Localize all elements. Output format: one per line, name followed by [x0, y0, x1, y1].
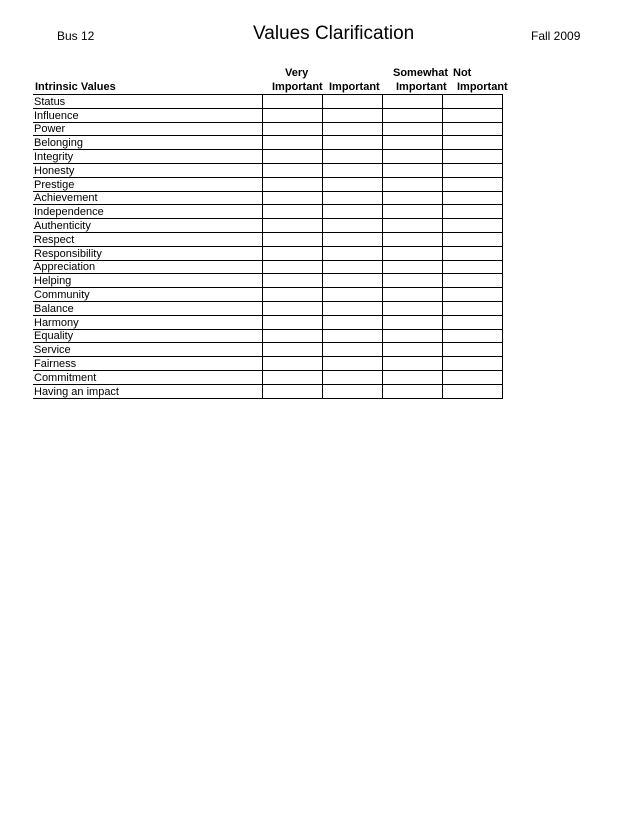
very-important-box[interactable] [263, 232, 323, 246]
table-row [33, 370, 503, 384]
not-important-box[interactable] [443, 191, 503, 205]
value-label: Influence [33, 108, 263, 122]
somewhat-important-box[interactable] [383, 246, 443, 260]
somewhat-important-box[interactable] [383, 150, 443, 164]
important-box[interactable] [323, 163, 383, 177]
very-important-box[interactable] [263, 357, 323, 371]
not-important-box[interactable] [443, 370, 503, 384]
value-label: Helping [33, 274, 263, 288]
value-label: Balance [33, 301, 263, 315]
very-important-box[interactable] [263, 177, 323, 191]
very-important-box[interactable] [263, 274, 323, 288]
important-box[interactable] [323, 288, 383, 302]
table-row [33, 246, 503, 260]
page-header [0, 0, 638, 40]
important-box[interactable] [323, 95, 383, 109]
not-important-box[interactable] [443, 95, 503, 109]
not-important-box[interactable] [443, 260, 503, 274]
not-important-box[interactable] [443, 274, 503, 288]
header-somewhat-important-line2: Important [396, 81, 447, 93]
table-row [33, 108, 503, 122]
very-important-box[interactable] [263, 288, 323, 302]
table-row [33, 315, 503, 329]
important-box[interactable] [323, 108, 383, 122]
somewhat-important-box[interactable] [383, 357, 443, 371]
important-box[interactable] [323, 136, 383, 150]
value-label: Achievement [33, 191, 263, 205]
somewhat-important-box[interactable] [383, 191, 443, 205]
header-very-important-line2: Important [272, 81, 323, 93]
not-important-box[interactable] [443, 122, 503, 136]
not-important-box[interactable] [443, 315, 503, 329]
value-label: Service [33, 343, 263, 357]
not-important-box[interactable] [443, 343, 503, 357]
not-important-box[interactable] [443, 357, 503, 371]
table-row [33, 357, 503, 371]
table-row [33, 191, 503, 205]
not-important-box[interactable] [443, 329, 503, 343]
somewhat-important-box[interactable] [383, 370, 443, 384]
very-important-box[interactable] [263, 246, 323, 260]
table-row [33, 329, 503, 343]
very-important-box[interactable] [263, 191, 323, 205]
table-row [33, 136, 503, 150]
very-important-box[interactable] [263, 136, 323, 150]
somewhat-important-box[interactable] [383, 219, 443, 233]
header-somewhat-important-line1: Somewhat [393, 67, 449, 79]
not-important-box[interactable] [443, 177, 503, 191]
very-important-box[interactable] [263, 260, 323, 274]
value-label: Respect [33, 232, 263, 246]
very-important-box[interactable] [263, 150, 323, 164]
table-row [33, 274, 503, 288]
values-table [33, 94, 503, 399]
not-important-box[interactable] [443, 384, 503, 398]
very-important-box[interactable] [263, 205, 323, 219]
header-not-important-line2: Important [457, 81, 508, 93]
not-important-box[interactable] [443, 163, 503, 177]
important-box[interactable] [323, 191, 383, 205]
not-important-box[interactable] [443, 301, 503, 315]
not-important-box[interactable] [443, 246, 503, 260]
not-important-box[interactable] [443, 150, 503, 164]
not-important-box[interactable] [443, 288, 503, 302]
important-box[interactable] [323, 357, 383, 371]
somewhat-important-box[interactable] [383, 136, 443, 150]
value-label: Authenticity [33, 219, 263, 233]
very-important-box[interactable] [263, 301, 323, 315]
somewhat-important-box[interactable] [383, 232, 443, 246]
header-intrinsic-values: Intrinsic Values [35, 81, 116, 93]
not-important-box[interactable] [443, 219, 503, 233]
important-box[interactable] [323, 150, 383, 164]
important-box[interactable] [323, 343, 383, 357]
very-important-box[interactable] [263, 329, 323, 343]
value-label: Belonging [33, 136, 263, 150]
somewhat-important-box[interactable] [383, 95, 443, 109]
very-important-box[interactable] [263, 343, 323, 357]
table-row [33, 384, 503, 398]
important-box[interactable] [323, 260, 383, 274]
value-label: Prestige [33, 177, 263, 191]
important-box[interactable] [323, 301, 383, 315]
very-important-box[interactable] [263, 384, 323, 398]
table-row [33, 343, 503, 357]
header-very-important-line1: Very [285, 67, 309, 79]
table-row [33, 177, 503, 191]
somewhat-important-box[interactable] [383, 205, 443, 219]
table-row [33, 232, 503, 246]
value-label: Having an impact [33, 384, 263, 398]
table-row [33, 205, 503, 219]
value-label: Responsibility [33, 246, 263, 260]
important-box[interactable] [323, 315, 383, 329]
somewhat-important-box[interactable] [383, 343, 443, 357]
page-title: Values Clarification [253, 23, 415, 40]
not-important-box[interactable] [443, 232, 503, 246]
important-box[interactable] [323, 370, 383, 384]
important-box[interactable] [323, 384, 383, 398]
important-box[interactable] [323, 177, 383, 191]
somewhat-important-box[interactable] [383, 260, 443, 274]
somewhat-important-box[interactable] [383, 163, 443, 177]
very-important-box[interactable] [263, 219, 323, 233]
important-box[interactable] [323, 246, 383, 260]
value-label: Fairness [33, 357, 263, 371]
important-box[interactable] [323, 122, 383, 136]
very-important-box[interactable] [263, 108, 323, 122]
value-label: Commitment [33, 370, 263, 384]
somewhat-important-box[interactable] [383, 177, 443, 191]
table-row [33, 95, 503, 109]
not-important-box[interactable] [443, 108, 503, 122]
somewhat-important-box[interactable] [383, 301, 443, 315]
table-row [33, 163, 503, 177]
not-important-box[interactable] [443, 205, 503, 219]
very-important-box[interactable] [263, 95, 323, 109]
table-row [33, 219, 503, 233]
term-label: Fall 2009 [531, 29, 581, 40]
value-label: Power [33, 122, 263, 136]
somewhat-important-box[interactable] [383, 384, 443, 398]
table-row [33, 122, 503, 136]
important-box[interactable] [323, 232, 383, 246]
somewhat-important-box[interactable] [383, 122, 443, 136]
table-row [33, 288, 503, 302]
important-box[interactable] [323, 205, 383, 219]
value-label: Equality [33, 329, 263, 343]
value-label: Independence [33, 205, 263, 219]
important-box[interactable] [323, 274, 383, 288]
very-important-box[interactable] [263, 122, 323, 136]
very-important-box[interactable] [263, 370, 323, 384]
somewhat-important-box[interactable] [383, 108, 443, 122]
somewhat-important-box[interactable] [383, 329, 443, 343]
value-label: Community [33, 288, 263, 302]
course-label: Bus 12 [57, 29, 95, 40]
value-label: Harmony [33, 315, 263, 329]
important-box[interactable] [323, 329, 383, 343]
not-important-box[interactable] [443, 136, 503, 150]
very-important-box[interactable] [263, 315, 323, 329]
somewhat-important-box[interactable] [383, 288, 443, 302]
values-table-body [33, 95, 503, 399]
header-not-important-line1: Not [453, 67, 472, 79]
table-row [33, 150, 503, 164]
value-label: Integrity [33, 150, 263, 164]
very-important-box[interactable] [263, 163, 323, 177]
table-row [33, 260, 503, 274]
value-label: Appreciation [33, 260, 263, 274]
header-important: Important [329, 81, 380, 93]
value-label: Status [33, 95, 263, 109]
somewhat-important-box[interactable] [383, 274, 443, 288]
value-label: Honesty [33, 163, 263, 177]
somewhat-important-box[interactable] [383, 315, 443, 329]
important-box[interactable] [323, 219, 383, 233]
table-row [33, 301, 503, 315]
